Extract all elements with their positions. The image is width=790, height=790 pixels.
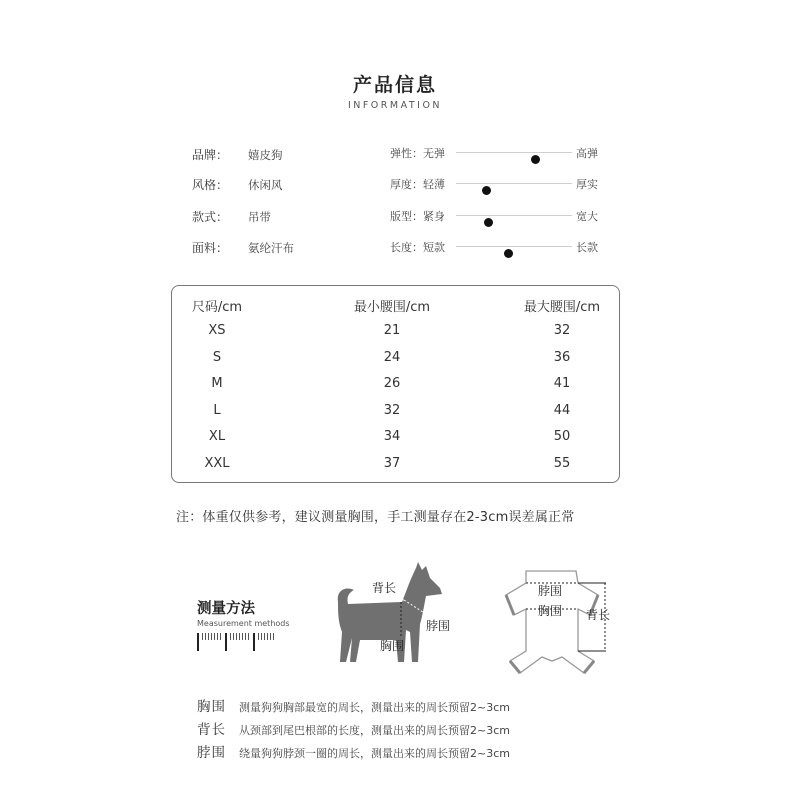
slider-dot: [531, 155, 540, 164]
description-text: 测量狗狗胸部最宽的周长，测量出来的周长预留2~3cm: [239, 701, 510, 714]
ruler-icon: [197, 633, 287, 651]
description-key: 背长: [197, 722, 226, 738]
shirt-back-label: 背长: [586, 608, 611, 622]
slider-end-label: 宽大: [576, 210, 598, 223]
dog-chest-label: 胸围: [380, 639, 405, 653]
slider-length: [390, 239, 610, 255]
attribute-fabric: [192, 239, 294, 256]
attribute-value: 休闲风: [248, 178, 283, 192]
cell-max: 50: [553, 429, 571, 444]
page-subtitle: INFORMATION: [347, 100, 443, 111]
header-size: 尺码/cm: [191, 300, 243, 315]
description-chest: [197, 695, 510, 715]
shirt-chest-label: 胸围: [538, 604, 563, 618]
cell-max: 32: [553, 323, 571, 338]
description-back: [197, 718, 510, 738]
cell-max: 41: [553, 376, 571, 391]
measurement-note: 注：体重仅供参考，建议测量胸围，手工测量存在2-3cm误差属正常: [176, 510, 575, 525]
cell-size: L: [213, 403, 221, 418]
cell-size: XXL: [204, 456, 230, 471]
attribute-key: 面料：: [192, 241, 229, 255]
slider-dot: [482, 186, 491, 195]
shirt-neck-label: 脖围: [538, 584, 563, 598]
cell-min: 34: [383, 429, 401, 444]
slider-elasticity: [390, 145, 610, 161]
header-min-waist: 最小腰围/cm: [353, 300, 431, 315]
table-row: [172, 323, 619, 343]
table-row: [172, 429, 619, 449]
description-text: 从颈部到尾巴根部的长度，测量出来的周长预留2~3cm: [239, 724, 510, 737]
slider-end-label: 高弹: [576, 147, 598, 160]
cell-min: 26: [383, 376, 401, 391]
attribute-key: 风格：: [192, 178, 229, 192]
cell-min: 21: [383, 323, 401, 338]
slider-track: [456, 183, 572, 184]
cell-max: 36: [553, 350, 571, 365]
attribute-key: 款式：: [192, 210, 229, 224]
attribute-key: 品牌：: [192, 148, 229, 162]
attribute-value: 氨纶汗布: [248, 241, 294, 255]
description-text: 绕量狗狗脖颈一圈的周长，测量出来的周长预留2~3cm: [239, 747, 510, 760]
cell-size: XL: [208, 429, 226, 444]
slider-label: 弹性：无弹: [390, 147, 445, 160]
pet-shirt-diagram-icon: [490, 565, 615, 675]
description-neck: [197, 741, 510, 761]
cell-size: XS: [208, 323, 226, 338]
table-row: [172, 403, 619, 423]
slider-track: [456, 215, 572, 216]
slider-end-label: 长款: [576, 241, 598, 254]
attribute-brand: [192, 146, 283, 163]
dog-silhouette-icon: [330, 562, 450, 670]
cell-max: 55: [553, 456, 571, 471]
method-title: 测量方法: [197, 601, 255, 617]
slider-dot: [484, 218, 493, 227]
cell-size: M: [211, 376, 223, 391]
slider-dot: [504, 249, 513, 258]
attribute-value: 吊带: [248, 210, 271, 224]
slider-track: [456, 246, 572, 247]
cell-min: 24: [383, 350, 401, 365]
method-subtitle: Measurement methods: [197, 619, 290, 628]
slider-fit: [390, 208, 610, 224]
attribute-value: 嬉皮狗: [248, 148, 283, 162]
slider-track: [456, 152, 572, 153]
description-key: 胸围: [197, 699, 226, 715]
description-key: 脖围: [197, 745, 226, 761]
slider-label: 厚度：轻薄: [390, 178, 445, 191]
table-row: [172, 456, 619, 476]
slider-thickness: [390, 176, 610, 192]
table-row: [172, 350, 619, 370]
size-table: [171, 285, 620, 483]
attribute-type: [192, 208, 271, 225]
table-row: [172, 376, 619, 396]
attribute-style: [192, 176, 283, 193]
slider-label: 长度：短款: [390, 241, 445, 254]
slider-label: 版型：紧身: [390, 210, 445, 223]
slider-end-label: 厚实: [576, 178, 598, 191]
cell-min: 37: [383, 456, 401, 471]
dog-back-label: 背长: [372, 581, 397, 595]
cell-size: S: [212, 350, 222, 365]
page-title: 产品信息: [352, 74, 437, 96]
table-header: [172, 296, 619, 316]
cell-max: 44: [553, 403, 571, 418]
dog-neck-label: 脖围: [426, 619, 450, 633]
header-max-waist: 最大腰围/cm: [523, 300, 601, 315]
cell-min: 32: [383, 403, 401, 418]
